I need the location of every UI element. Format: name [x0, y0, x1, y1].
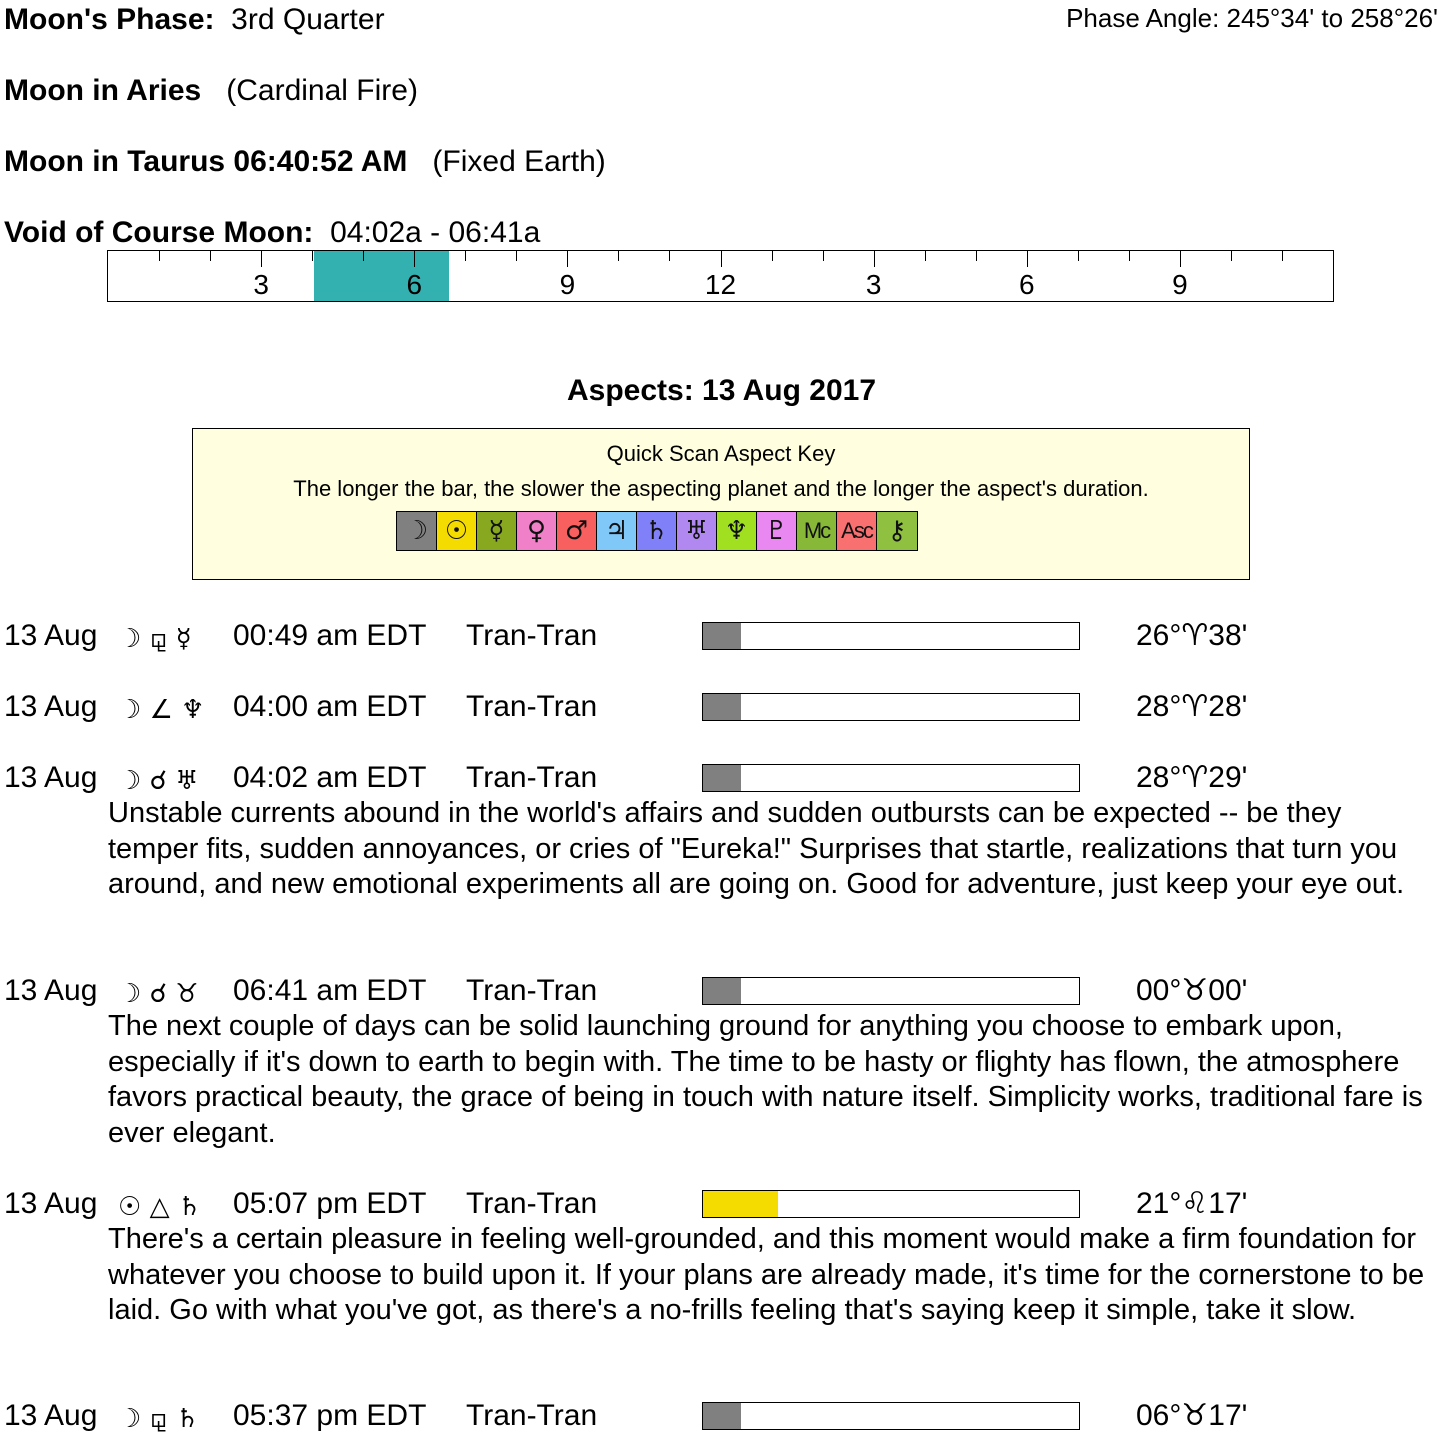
- aspects-title: Aspects: 13 Aug 2017: [566, 374, 877, 407]
- aspect-type: Tran-Tran: [466, 974, 598, 1007]
- timeline-tick: [1282, 251, 1283, 261]
- voc-value: 04:02a - 06:41a: [330, 216, 541, 249]
- timeline-tick: [669, 251, 670, 261]
- aspect-duration-fill: [703, 694, 741, 720]
- timeline-tick: [721, 251, 722, 267]
- timeline-tick: [261, 251, 262, 267]
- timeline-hour-label: 12: [704, 269, 737, 300]
- aspect-glyphs: ☽ ☌ ♉: [118, 979, 199, 1009]
- aspect-glyphs: ☽ ⚼ ♄: [118, 1404, 200, 1434]
- timeline-hour-label: 9: [1172, 269, 1188, 300]
- pluto-swatch: ♇: [757, 512, 797, 550]
- aspect-duration-bar: [702, 693, 1080, 721]
- aspect-duration-fill: [703, 765, 741, 791]
- aspect-description: There's a certain pleasure in feeling well-grounded, and this moment would make a firm foundation for whatever you choose to build upon it. If your plans are already made, it's time for the cornerstone to be laid. Go with what you've got, as there's a no-frills feeling that's saying keep it simple, take it slow.: [108, 1223, 1425, 1326]
- neptune-swatch: ♆: [717, 512, 757, 550]
- aspect-date: 13 Aug: [4, 761, 98, 794]
- uranus-swatch: ♅: [677, 512, 717, 550]
- aspect-duration-bar: [702, 1402, 1080, 1430]
- timeline-hour-label: 3: [865, 269, 882, 300]
- aspect-date: 13 Aug: [4, 1399, 98, 1432]
- aspect-duration-bar: [702, 764, 1080, 792]
- timeline-tick: [823, 251, 824, 261]
- aspect-degree: 26°♈38': [1136, 619, 1248, 652]
- timeline-tick: [312, 251, 313, 261]
- moon-sign-note: (Cardinal Fire): [226, 74, 418, 107]
- aspect-duration-bar: [702, 977, 1080, 1005]
- moon-phase-label: Moon's Phase:: [4, 3, 215, 36]
- aspect-date: 13 Aug: [4, 1187, 98, 1220]
- aspect-type: Tran-Tran: [466, 1187, 598, 1220]
- aspect-key-box: [192, 428, 1250, 580]
- aspect-degree: 28°♈29': [1136, 761, 1248, 794]
- aspect-key-subtitle: The longer the bar, the slower the aspecting planet and the longer the aspect's duration.: [293, 476, 1149, 501]
- moon-swatch: ☽: [397, 512, 437, 550]
- timeline-tick: [210, 251, 211, 261]
- moon-ingress-note: (Fixed Earth): [432, 145, 606, 178]
- aspect-type: Tran-Tran: [466, 690, 598, 723]
- moon-phase-value: 3rd Quarter: [231, 3, 385, 36]
- void-of-course-line: [4, 216, 540, 250]
- aspect-glyphs: ☉ △ ♄: [118, 1192, 202, 1222]
- phase-angle: Phase Angle: 245°34' to 258°26': [1066, 3, 1438, 33]
- planet-color-swatches: [396, 511, 918, 551]
- timeline-tick: [1129, 251, 1130, 261]
- aspect-degree: 21°♌17': [1136, 1187, 1248, 1220]
- ascendant-swatch: Asc: [837, 512, 877, 550]
- timeline-tick: [1078, 251, 1079, 261]
- timeline-tick: [159, 251, 160, 261]
- aspect-duration-fill: [703, 623, 741, 649]
- timeline-tick: [618, 251, 619, 261]
- aspect-key-title: Quick Scan Aspect Key: [606, 441, 836, 466]
- aspect-duration-fill: [703, 1191, 778, 1217]
- aspect-time: 04:02 am EDT: [233, 761, 427, 794]
- aspect-time: 04:00 am EDT: [233, 690, 427, 723]
- aspect-date: 13 Aug: [4, 690, 98, 723]
- aspect-time: 06:41 am EDT: [233, 974, 427, 1007]
- aspect-glyphs: ☽ ⚼ ☿: [118, 624, 192, 654]
- moon-sign-label: Moon in Aries: [4, 74, 202, 107]
- timeline-hour-label: 6: [406, 269, 423, 300]
- timeline-hour-label: 6: [1018, 269, 1035, 300]
- moon-sign-line: [4, 74, 418, 108]
- timeline-tick: [465, 251, 466, 261]
- aspect-type: Tran-Tran: [466, 619, 598, 652]
- moon-ingress-line: [4, 145, 606, 179]
- chiron-swatch: ⚷: [877, 512, 917, 550]
- aspect-time: 00:49 am EDT: [233, 619, 427, 652]
- moon-phase-line: [4, 3, 385, 37]
- venus-swatch: ♀: [517, 512, 557, 550]
- timeline-tick: [874, 251, 875, 267]
- midheaven-swatch: Mc: [797, 512, 837, 550]
- voc-band: [314, 251, 449, 301]
- saturn-swatch: ♄: [637, 512, 677, 550]
- voc-label: Void of Course Moon:: [4, 216, 314, 249]
- aspect-description: The next couple of days can be solid launching ground for anything you choose to embark upon, especially if it's down to earth to begin with. The time to be hasty or flighty has flown, the atmosphere favors practical beauty, the grace of being in touch with nature itself. Simplicity works, traditional fare is ever elegant.: [108, 1010, 1423, 1149]
- mercury-swatch: ☿: [477, 512, 517, 550]
- aspect-time: 05:37 pm EDT: [233, 1399, 427, 1432]
- aspect-type: Tran-Tran: [466, 761, 598, 794]
- timeline-hour-label: 3: [253, 269, 269, 300]
- aspect-degree: 28°♈28': [1136, 690, 1248, 723]
- aspect-glyphs: ☽ ☌ ♅: [118, 766, 199, 796]
- moon-ingress-label: Moon in Taurus 06:40:52 AM: [4, 145, 408, 178]
- aspect-time: 05:07 pm EDT: [233, 1187, 427, 1220]
- aspect-type: Tran-Tran: [466, 1399, 598, 1432]
- aspect-degree: 00°♉00': [1136, 974, 1248, 1007]
- aspect-date: 13 Aug: [4, 619, 98, 652]
- aspect-duration-fill: [703, 1403, 741, 1429]
- timeline-tick: [567, 251, 568, 267]
- timeline-tick: [976, 251, 977, 261]
- timeline-tick: [414, 251, 415, 267]
- sun-swatch: ☉: [437, 512, 477, 550]
- aspect-duration-bar: [702, 622, 1080, 650]
- timeline-tick: [1027, 251, 1028, 267]
- timeline-tick: [363, 251, 364, 261]
- void-of-course-timeline: [107, 250, 1334, 302]
- timeline-tick: [1180, 251, 1181, 267]
- aspect-description: Unstable currents abound in the world's affairs and sudden outbursts can be expected -- be they temper fits, sudden annoyances, or cries of "Eureka!" Surprises that startle, realizations that turn you around, and new emotional experiments all are going on. Good for adventure, just keep your eye out.: [108, 797, 1405, 900]
- timeline-tick: [516, 251, 517, 261]
- jupiter-swatch: ♃: [597, 512, 637, 550]
- aspect-date: 13 Aug: [4, 974, 98, 1007]
- aspect-degree: 06°♉17': [1136, 1399, 1248, 1432]
- mars-swatch: ♂: [557, 512, 597, 550]
- timeline-tick: [772, 251, 773, 261]
- aspect-duration-fill: [703, 978, 741, 1004]
- timeline-hour-label: 9: [559, 269, 576, 300]
- aspect-glyphs: ☽ ∠ ♆: [118, 695, 205, 725]
- aspect-duration-bar: [702, 1190, 1080, 1218]
- timeline-tick: [925, 251, 926, 261]
- timeline-tick: [1231, 251, 1232, 261]
